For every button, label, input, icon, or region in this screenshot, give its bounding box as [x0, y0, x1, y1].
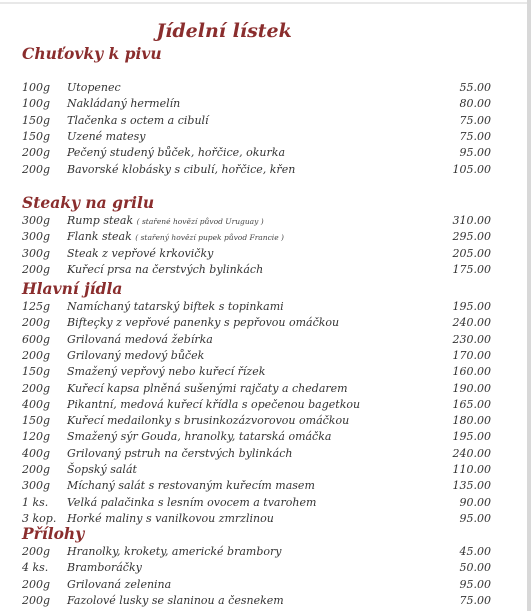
menu-item [0, 365, 531, 381]
item-name-text: Grilovaná zelenina [67, 577, 172, 591]
item-name [67, 130, 145, 143]
item-quantity: 200g [22, 316, 51, 330]
menu-item [0, 230, 531, 246]
section-heading: Chuťovky k pivu [22, 44, 162, 63]
item-price: 75.00 [459, 113, 491, 127]
item-quantity: 200g [22, 348, 51, 362]
item-quantity: 200g [22, 146, 51, 160]
item-name [67, 496, 316, 509]
item-price: 240.00 [452, 316, 491, 330]
item-name [67, 463, 137, 476]
item-name-text: Tlačenka s octem a cibulí [67, 113, 209, 127]
menu-item [0, 163, 531, 179]
item-name-text: Rump steak [67, 214, 134, 227]
menu-item [0, 97, 531, 113]
item-price: 180.00 [452, 414, 491, 428]
item-name-text: Smažený vepřový nebo kuřecí řízek [67, 365, 266, 379]
item-name [67, 333, 213, 346]
menu-item [0, 130, 531, 146]
menu-item [0, 114, 531, 130]
item-name [67, 512, 274, 525]
item-name-text: Grilovaný medový bůček [67, 348, 205, 362]
item-name-text: Kuřecí prsa na čerstvých bylinkách [67, 262, 264, 276]
item-quantity: 400g [22, 397, 51, 411]
item-quantity: 300g [22, 214, 51, 227]
item-price: 50.00 [459, 561, 491, 575]
item-name-text: Kuřecí medailonky s brusinkozázvorovou omáčkou [67, 414, 350, 428]
item-quantity: 100g [22, 97, 51, 111]
item-price: 195.00 [452, 430, 491, 444]
menu-item [0, 479, 531, 495]
menu-item [0, 247, 531, 263]
item-name-text: Grilovaná medová žebírka [67, 332, 213, 346]
item-price: 110.00 [452, 463, 491, 476]
menu-item [0, 463, 531, 479]
item-quantity: 3 kop. [22, 511, 57, 525]
item-price: 90.00 [459, 495, 491, 509]
item-name [67, 430, 331, 443]
item-price: 95.00 [459, 146, 491, 160]
item-name [67, 97, 180, 110]
item-quantity: 300g [22, 230, 51, 244]
item-name-text: Bavorské klobásky s cibulí, hořčice, křen [67, 162, 296, 176]
item-price: 75.00 [459, 129, 491, 143]
menu-item [0, 545, 531, 561]
item-name [67, 594, 284, 607]
item-name-text: Uzené matesy [67, 129, 146, 143]
item-name-text: Namíchaný tatarský biftek s topinkami [67, 300, 284, 313]
menu-item [0, 578, 531, 594]
menu-item [0, 561, 531, 577]
item-name [67, 414, 349, 427]
item-name [67, 398, 360, 411]
item-quantity: 4 ks. [22, 561, 49, 575]
item-name-text: Pikantní, medová kuřecí křídla s opečenou bagetkou [67, 397, 361, 411]
menu-item [0, 594, 531, 610]
section-heading: Přílohy [22, 524, 85, 543]
item-price: 205.00 [452, 246, 491, 260]
menu-item [0, 214, 531, 230]
menu-item [0, 382, 531, 398]
item-quantity: 300g [22, 246, 51, 260]
item-price: 135.00 [452, 479, 491, 493]
item-name [67, 146, 285, 159]
menu-title: Jídelní lístek [156, 20, 292, 42]
item-name-text: Hranolky, krokety, americké brambory [67, 545, 282, 558]
item-price: 45.00 [459, 545, 491, 558]
item-name [67, 300, 284, 313]
item-name-text: Bifteçky z vepřové panenky s pepřovou omáčkou [67, 316, 340, 330]
item-name-text: Flank steak [67, 230, 132, 244]
item-name-text: Kuřecí kapsa plněná sušenými rajčaty a chedarem [67, 381, 348, 395]
item-quantity: 150g [22, 414, 51, 428]
item-quantity: 150g [22, 129, 51, 143]
item-name [67, 214, 264, 227]
item-name [67, 114, 209, 127]
item-name-text: Horké maliny s vanilkovou zmrzlinou [67, 511, 274, 525]
item-price: 95.00 [459, 511, 491, 525]
item-quantity: 200g [22, 577, 51, 591]
item-name-text: Fazolové lusky se slaninou a česnekem [67, 593, 284, 607]
item-quantity: 150g [22, 365, 51, 379]
menu-item [0, 414, 531, 430]
item-quantity: 120g [22, 430, 51, 444]
item-name-text: Nakládaný hermelín [67, 97, 181, 111]
item-name [67, 247, 213, 260]
item-quantity: 100g [22, 81, 51, 94]
item-name [67, 545, 281, 558]
item-price: 240.00 [452, 446, 491, 460]
item-price: 190.00 [452, 381, 491, 395]
item-name [67, 561, 142, 574]
item-price: 175.00 [452, 262, 491, 276]
item-quantity: 200g [22, 381, 51, 395]
item-name [67, 382, 348, 395]
item-price: 195.00 [452, 300, 491, 313]
item-quantity: 150g [22, 113, 51, 127]
item-name-text: Bramboráčky [67, 561, 142, 575]
menu-item [0, 349, 531, 365]
menu-item [0, 430, 531, 446]
item-name-text: Velká palačinka s lesním ovocem a tvarohem [67, 495, 317, 509]
item-price: 75.00 [459, 593, 491, 607]
item-quantity: 300g [22, 479, 51, 493]
item-name [67, 349, 204, 362]
item-quantity: 200g [22, 593, 51, 607]
item-price: 55.00 [459, 81, 491, 94]
top-border [0, 2, 531, 4]
section-heading: Steaky na grilu [22, 193, 155, 212]
item-name [67, 479, 315, 492]
item-name [67, 81, 121, 94]
item-name [67, 447, 292, 460]
item-name [67, 230, 284, 243]
item-name-text: Utopenec [67, 81, 121, 94]
item-name [67, 365, 265, 378]
item-name [67, 263, 263, 276]
item-price: 295.00 [452, 230, 491, 244]
item-price: 160.00 [452, 365, 491, 379]
menu-item [0, 333, 531, 349]
item-note: ( stařený hovězí pupek původ Francie ) [135, 233, 284, 243]
item-note: ( stařené hovězí původ Uruguay ) [136, 217, 264, 226]
section-heading: Hlavní jídla [22, 279, 123, 298]
menu-item [0, 496, 531, 512]
item-name-text: Smažený sýr Gouda, hranolky, tatarská omáčka [67, 430, 332, 444]
item-price: 165.00 [452, 397, 491, 411]
item-price: 80.00 [459, 97, 491, 111]
item-name-text: Míchaný salát s restovaným kuřecím masem [67, 479, 315, 493]
item-price: 230.00 [452, 332, 491, 346]
item-name [67, 163, 295, 176]
menu-item [0, 81, 531, 97]
item-quantity: 200g [22, 262, 51, 276]
menu-item [0, 300, 531, 316]
item-name [67, 316, 339, 329]
item-price: 310.00 [452, 214, 491, 227]
menu-item [0, 263, 531, 279]
menu-item [0, 447, 531, 463]
item-name-text: Grilovaný pstruh na čerstvých bylinkách [67, 446, 293, 460]
item-quantity: 400g [22, 446, 51, 460]
item-name-text: Steak z vepřové krkovičky [67, 246, 214, 260]
item-price: 170.00 [452, 348, 491, 362]
item-quantity: 200g [22, 463, 51, 476]
item-price: 95.00 [459, 577, 491, 591]
item-name-text: Pečený studený bůček, hořčice, okurka [67, 146, 285, 160]
item-quantity: 1 ks. [22, 495, 49, 509]
item-quantity: 200g [22, 162, 51, 176]
item-quantity: 125g [22, 300, 51, 313]
item-name [67, 578, 171, 591]
menu-item [0, 146, 531, 162]
item-quantity: 200g [22, 545, 51, 558]
menu-item [0, 398, 531, 414]
menu-item [0, 316, 531, 332]
item-name-text: Šopský salát [67, 463, 137, 476]
item-price: 105.00 [452, 162, 491, 176]
item-quantity: 600g [22, 332, 51, 346]
